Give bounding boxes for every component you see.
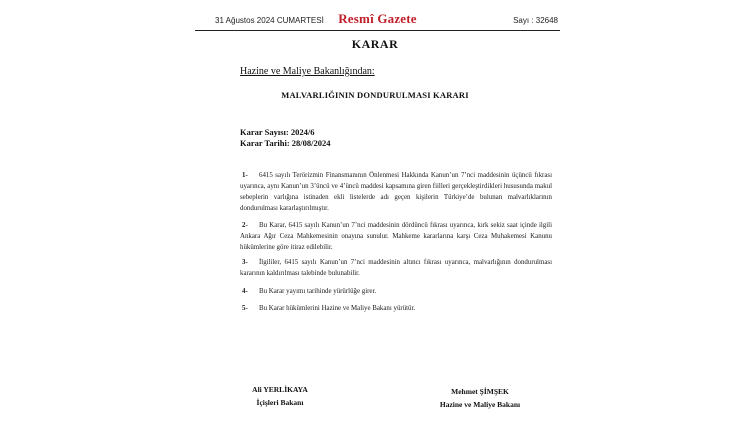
gazette-header <box>195 10 560 32</box>
issue-number: Sayı : 32648 <box>513 16 558 25</box>
header-divider <box>195 30 560 31</box>
article-number: 3- <box>242 259 248 266</box>
ministry-name: Hazine ve Maliye Bakanlığından: <box>240 66 375 77</box>
article-text: İlgililer, 6415 sayılı Kanun’un 7’nci maddesinin altıncı fıkrası uyarınca, malvarlığının dondurulması kararının kaldırılması talebinde bulunabilir. <box>240 259 552 277</box>
document-type: KARAR <box>351 37 399 51</box>
article-text: Bu Karar, 6415 sayılı Kanun’un 7’nci maddesinin dördüncü fıkrası uyarınca, kırk sekiz saat içinde ilgili Ankara Ağır Ceza Mahkemesinin onayına sunulur. Mahkeme kararlarına karşı Ceza Muhakemesi Kanunu hükümlerine göre itiraz edilebilir. <box>240 222 552 251</box>
signature-right <box>425 385 535 411</box>
article-number: 4- <box>242 288 248 295</box>
signatory-name: Ali YERLİKAYA <box>252 385 308 394</box>
article-number: 5- <box>242 305 248 312</box>
decision-title: MALVARLIĞININ DONDURULMASI KARARI <box>281 90 469 100</box>
article-text: 6415 sayılı Terörizmin Finansmanının Önlenmesi Hakkında Kanun’un 7’nci maddesinin üçüncü fıkrası uyarınca, aynı Kanun’un 3’üncü ve 4’üncü maddesi kapsamına giren fiilleri gerçekleştirdikleri hususunda makul sebeplerin varlığına istinaden ekli listelerde adı geçen kişilerin Türkiye’de bulunan malvarlıklarının dondurulması kararlaştırılmıştır. <box>240 172 552 212</box>
signatory-name: Mehmet ŞİMŞEK <box>451 387 509 396</box>
article-5 <box>240 303 552 314</box>
article-number: 1- <box>242 172 248 179</box>
article-text: Bu Karar yayımı tarihinde yürürlüğe girer. <box>259 288 377 295</box>
decision-date: Karar Tarihi: 28/08/2024 <box>240 138 331 148</box>
article-number: 2- <box>242 222 248 229</box>
decision-number: Karar Sayısı: 2024/6 <box>240 127 315 137</box>
article-1 <box>240 170 552 214</box>
gazette-title: Resmî Gazete <box>338 11 417 26</box>
article-2 <box>240 220 552 253</box>
header-date: 31 Ağustos 2024 CUMARTESİ <box>215 16 324 25</box>
signatory-title: İçişleri Bakanı <box>256 398 304 407</box>
article-4 <box>240 286 552 297</box>
article-text: Bu Karar hükümlerini Hazine ve Maliye Bakanı yürütür. <box>259 305 416 312</box>
article-3 <box>240 257 552 279</box>
signature-left <box>230 383 330 409</box>
signatory-title: Hazine ve Maliye Bakanı <box>439 400 521 409</box>
